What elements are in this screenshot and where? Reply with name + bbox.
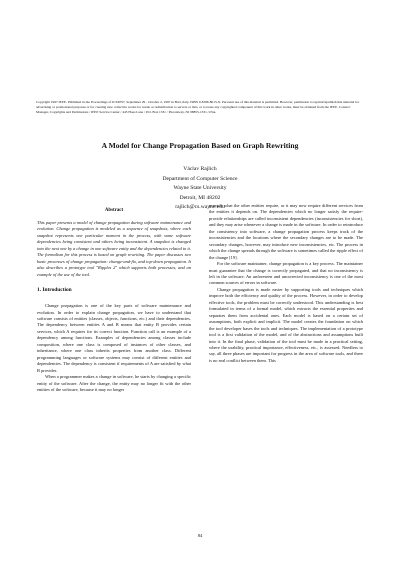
paragraph: For the software maintainer, change propagation is a key process. The maintainer must guarantee that the change is correctly propagated, and that no inconsistency is left in the software. An unforeseen and uncorrected inconsistency is one of the most common sources of errors in software. [209,261,363,286]
author-email: rajlich@cs.wayne.edu [175,204,225,210]
paragraph: Change propagation is one of the key parts of software maintenance and evolution. In order to explain change propagation, we have to understand that software consists of entities (classes, objects, functions, etc.) and their dependencies. The dependency between entities A and B means that entity B provides certain services, which A requires for its correct function. Function call is an example of a dependency among functions. Examples of dependencies among classes include composition, where one class is composed of instances of other classes, and inheritance, where one class inherits properties from another class. Different programming languages or software systems may consist of different entities and dependencies. The dependency is consistent if requirements of A are satisfied by what B provides. [37,303,191,373]
author-city: Detroit, MI 48202 [179,194,221,201]
left-column [37,205,191,393]
paper-title: A Model for Change Propagation Based on Graph Rewriting [101,141,299,150]
page-number: 84 [197,533,203,538]
author-department: Department of Computer Science [162,175,238,182]
section-heading-introduction: 1. Introduction [37,287,72,294]
paragraph: When a programmer makes a change in software, he starts by changing a specific entity of the software. After the change, the entity may no longer fit with the other entities of the software, because it may no longer [37,374,191,392]
copyright-notice: Copyright 1997 IEEE. Published in the Proceedings of ICSM'97, September 29 - October 2, 1997 in Bari, Italy. ISBN 0-8186-8013-X. Personal use of this material is permitted. However, permission to reprint/republish this material for advertising or promotional purposes or for creating new collective works for resale or redistribution to servers or lists, or to reuse any copyrighted component of this work in other works, must be obtained from the IEEE. Contact: Manager, Copyrights and Permissions / IEEE Service Center / 445 Hoes Lane / P.O. Box 1331 / Piscataway, NJ 08855-1331, USA. [36,100,360,114]
right-column [209,203,363,364]
abstract-text: This paper presents a model of change propagation during software maintenance and evolution. Change propagation is modeled as a sequence of snapshots, where each snapshot represents one particular moment in the process, with some software dependencies being consistent and others being inconsistent. A snapshot is changed into the next one by a change in one software entity and the dependencies related to it. The formalism for this process is based on graph rewriting. The paper discusses two basic processes of change propagation: change-and-fix, and top-down propagation. It also describes a prototype tool "Ripples 2" which supports both processes, and an example of the use of the tool. [37,220,191,277]
paragraph: provide what the other entities require, or it may now require different services from the entities it depends on. The dependencies which no longer satisfy the require-provide relationships are called inconsistent dependencies (inconsistencies for short), and they may arise whenever a change is made in the software. In order to reintroduce the consistency into software, a change propagation process keeps track of the inconsistencies and the locations where the secondary changes are to be made. The secondary changes, however, may introduce new inconsistencies, etc. The process in which the change spreads through the software is sometimes called the ripple effect of the change [19]. [209,203,363,260]
author-name: Václav Rajlich [183,166,217,172]
author-university: Wayne State University [173,185,227,191]
abstract-heading: Abstract [104,208,124,213]
paragraph: Change propagation is made easier by supporting tools and techniques which improve both the efficiency and quality of the process. However, in order to develop effective tools, the problem must be correctly understood. This understanding is best formulated in terms of a formal model, which extracts the essential properties and separates them from accidental ones. Each model is based on a certain set of assumptions, both explicit and implicit. The model creates the foundation on which the tool developer bases the tools and techniques. The implementation of a prototype tool is a first validation of the model, and of the abstractions and assumptions built into it. In the final phase, validation of the tool must be made in a practical setting, where the usability, practical importance, effectiveness, etc., is assessed. Needless to say, all three phases are important for progress in the area of software tools, and there is no real conflict between them. This [209,286,363,363]
